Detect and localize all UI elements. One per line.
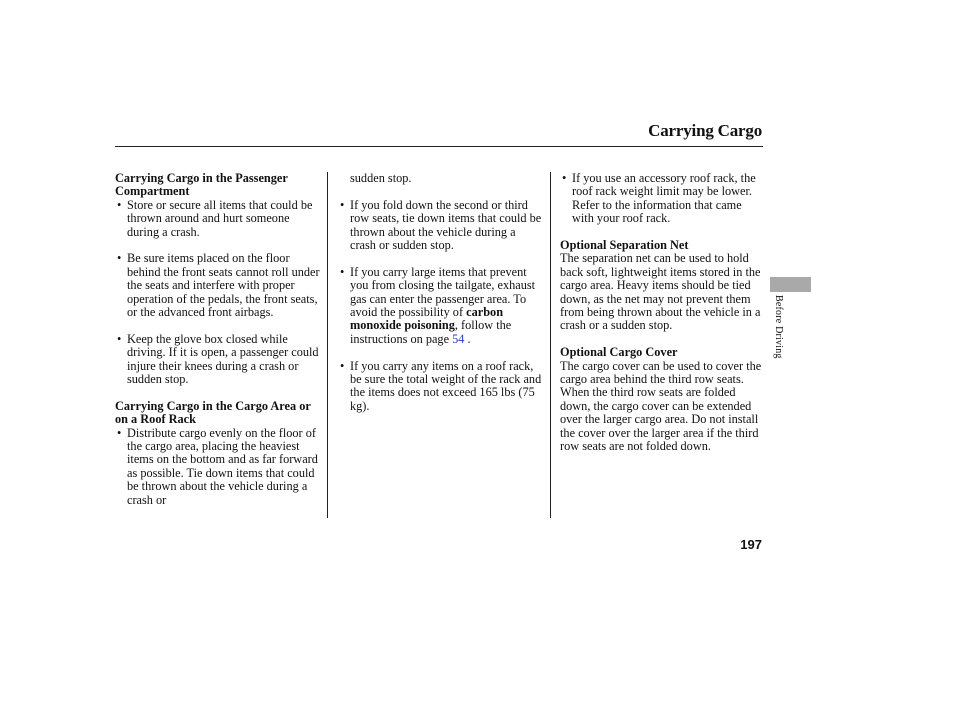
column-divider-2 xyxy=(550,172,551,518)
section-heading-separation-net: Optional Separation Net xyxy=(560,238,689,253)
carbon-monoxide-warning: carbon monoxide poisoning xyxy=(350,305,504,333)
section-tab-marker xyxy=(770,277,811,292)
section-heading-passenger-compartment: Carrying Cargo in the Passenger Compartment xyxy=(115,171,288,199)
bullet-item: • If you carry any items on a roof rack, be sure the total weight of the rack and the items does not exceed 165 lbs (75 kg). xyxy=(338,360,542,414)
bullet-item: • If you fold down the second or third row seats, tie down items that could be thrown about the vehicle during a crash or sudden stop. xyxy=(338,199,542,253)
bullet-item: • If you use an accessory roof rack, the roof rack weight limit may be lower. Refer to the information that came with your roof rack. xyxy=(560,172,763,226)
title-divider xyxy=(115,146,763,147)
column-1 xyxy=(115,172,321,507)
bullet-item: • Distribute cargo evenly on the floor of the cargo area, placing the heaviest items on the bottom and as far forward as possible. Tie down items that could be thrown about the vehicle during a crash or xyxy=(115,427,321,507)
section-heading-cargo-area: Carrying Cargo in the Cargo Area or on a Roof Rack xyxy=(115,398,311,427)
column-divider-1 xyxy=(327,172,328,518)
page-reference-link[interactable]: 54 xyxy=(452,331,465,346)
continued-text: sudden stop. xyxy=(350,171,412,185)
bullet-item: • Keep the glove box closed while driving. If it is open, a passenger could injure their knees during a crash or sudden stop. xyxy=(115,333,321,387)
bullet-text: . xyxy=(464,331,471,346)
bullet-text: If you carry large items that prevent you from closing the tailgate, exhaust gas can enter the passenger area. To avoid the possibility of xyxy=(350,264,536,320)
section-tab-label: Before Driving xyxy=(773,295,784,359)
bullet-item: • Store or secure all items that could be thrown around and hurt someone during a crash. xyxy=(115,199,321,239)
section-heading-cargo-cover: Optional Cargo Cover xyxy=(560,345,678,360)
column-3 xyxy=(560,172,763,454)
paragraph-cargo-cover: The cargo cover can be used to cover the cargo area behind the third row seats. When the third row seats are folded down, the cargo cover can be extended over the larger cargo area. Do not install the cover over the larger area if the third row seats are not folded down. xyxy=(560,358,762,454)
column-2 xyxy=(338,172,542,413)
paragraph-separation-net: The separation net can be used to hold back soft, lightweight items stored in the cargo area. Heavy items should be tied down, as the net may not prevent them from being thrown about the vehicle in a crash or a sudden stop. xyxy=(560,251,761,333)
page-title: Carrying Cargo xyxy=(648,121,762,140)
bullet-text: , follow the instructions on page xyxy=(350,318,512,346)
page-number: 197 xyxy=(740,537,762,552)
bullet-item: • Be sure items placed on the floor behind the front seats cannot roll under the seats and interfere with proper operation of the pedals, the front seats, or the advanced front airbags. xyxy=(115,252,321,319)
bullet-item-carbon-monoxide xyxy=(338,266,542,346)
